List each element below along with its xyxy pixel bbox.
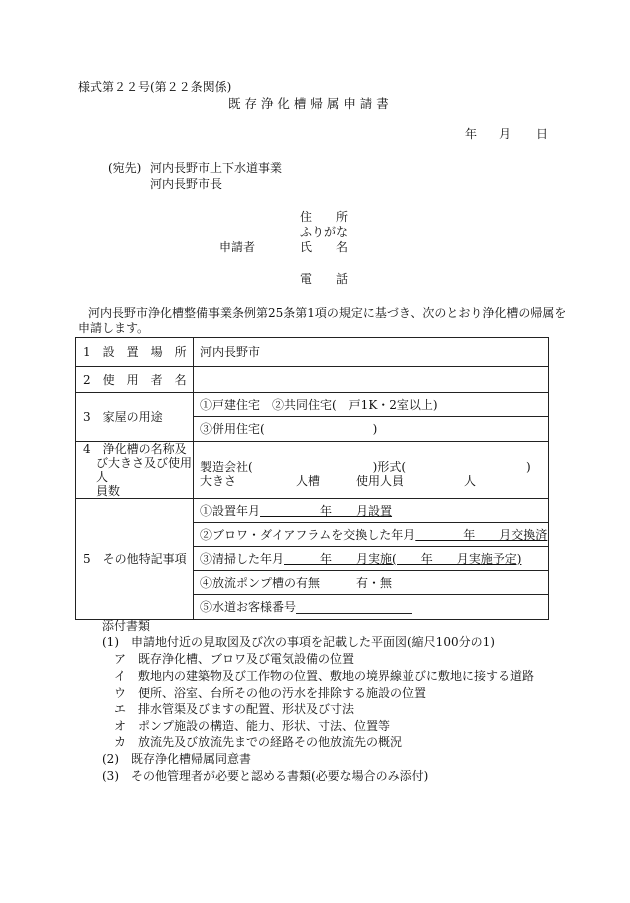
name-label: 氏 名 <box>300 240 349 254</box>
form-number: 様式第２２号(第２２条関係) <box>78 80 232 94</box>
cleaning-date-value: 年 月実施( 年 月実施予定) <box>284 551 522 566</box>
attachment-sub-e: エ 排水管渠及びますの配置、形状及び寸法 <box>114 702 355 716</box>
row-septic-tank-info <box>76 442 549 499</box>
intro-line1: 河内長野市浄化槽整備事業条例第25条第1項の規定に基づき、次のとおり浄化槽の帰属を <box>88 306 567 320</box>
addressee-line1: 河内長野市上下水道事業 <box>150 161 283 175</box>
building-use-label: 3 家屋の用途 <box>76 393 194 442</box>
document-title: 既 存 浄 化 槽 帰 属 申 請 書 <box>228 96 389 111</box>
attachment-sub-ka: カ 放流先及び放流先までの経路その他放流先の概況 <box>114 735 403 749</box>
attachment-item-1: (1) 申請地付近の見取図及び次の事項を記載した平面図(縮尺100分の1) <box>102 635 495 649</box>
septic-tank-info-label <box>76 442 194 499</box>
row-installation-location <box>76 338 549 367</box>
installation-location-value: 河内長野市 <box>194 338 549 367</box>
row-building-use <box>76 393 549 442</box>
row-other-notes <box>76 499 549 620</box>
install-date-item <box>194 499 548 523</box>
intro-line2: 申請します。 <box>78 321 150 335</box>
septic-tank-info-value <box>194 442 549 499</box>
applicant-label: 申請者 <box>219 240 256 254</box>
other-notes-label: 5 その他特記事項 <box>76 499 194 620</box>
user-name-value <box>194 367 549 393</box>
cleaning-date-label: ③清掃した年月 <box>200 551 285 566</box>
cleaning-date-item <box>194 547 548 571</box>
furigana-label: ふりがな <box>300 225 349 239</box>
addressee-prefix: (宛先) <box>108 161 142 175</box>
septic-maker-line: 製造会社( )形式( ) <box>200 460 531 474</box>
installation-location-label: 1 設 置 場 所 <box>76 338 194 367</box>
other-notes-items <box>194 499 549 620</box>
application-table <box>75 337 549 620</box>
user-name-label: 2 使 用 者 名 <box>76 367 194 393</box>
building-use-option2: ③併用住宅( ) <box>200 422 378 436</box>
attachment-sub-a: ア 既存浄化槽、ブロワ及び電気設備の位置 <box>114 652 355 666</box>
attachment-sub-u: ウ 便所、浴室、台所その他の汚水を排除する施設の位置 <box>114 686 427 700</box>
phone-label: 電 話 <box>300 272 349 286</box>
install-date-label: ①設置年月 <box>200 503 261 518</box>
attachment-item-2: (2) 既存浄化槽帰属同意書 <box>102 752 251 766</box>
water-customer-number-item <box>194 595 548 619</box>
address-label: 住 所 <box>300 210 349 224</box>
septic-label-line1: 4 浄化槽の名称及 <box>83 442 187 456</box>
blower-replace-value: 年 月交換済 <box>415 527 548 542</box>
blower-replace-label: ②ブロワ・ダイアフラムを交換した年月 <box>200 527 416 542</box>
building-use-options <box>194 393 549 442</box>
blower-replace-item <box>194 523 548 547</box>
date-day-label: 日 <box>536 127 549 141</box>
pump-tank-item: ④放流ポンプ槽の有無 有・無 <box>194 571 548 595</box>
septic-label-line3: 員数 <box>96 484 121 498</box>
install-date-value: 年 月設置 <box>260 503 393 518</box>
attachment-item-3: (3) その他管理者が必要と認める書類(必要な場合のみ添付) <box>102 769 429 783</box>
water-customer-number-blank <box>296 601 412 614</box>
building-use-option1: ①戸建住宅 ②共同住宅( 戸1K・2室以上) <box>194 393 548 417</box>
date-month-label: 月 <box>499 127 512 141</box>
water-customer-number-label: ⑤水道お客様番号 <box>200 600 297 614</box>
septic-size-line: 大きさ 人槽 使用人員 人 <box>200 474 477 488</box>
attachment-sub-o: オ ポンプ施設の構造、能力、形状、寸法、位置等 <box>114 719 391 733</box>
date-year-label: 年 <box>465 127 478 141</box>
addressee-line2: 河内長野市長 <box>150 177 223 191</box>
septic-label-line2: び大きさ及び使用人 <box>96 456 193 484</box>
attachments-heading: 添付書類 <box>102 619 151 633</box>
attachment-sub-i: イ 敷地内の建築物及び工作物の位置、敷地の境界線並びに敷地に接する道路 <box>114 669 535 683</box>
row-user-name <box>76 367 549 393</box>
